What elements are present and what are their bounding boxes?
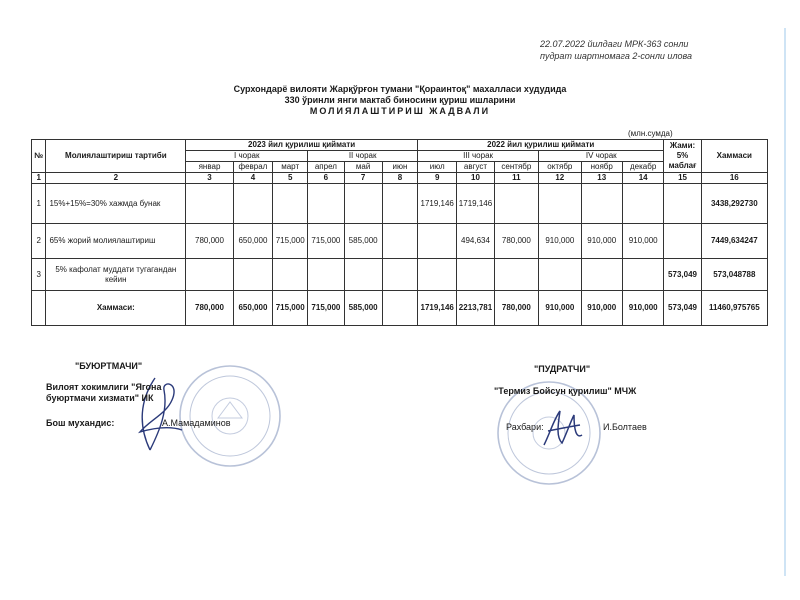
table-cell — [418, 259, 457, 291]
table-cell — [581, 184, 622, 224]
table-cell — [382, 184, 417, 224]
month-header: ноябр — [581, 162, 622, 173]
column-number: 14 — [622, 173, 663, 184]
total-row-label: Хаммаси: — [46, 291, 186, 326]
table-cell: 573,049 — [664, 259, 701, 291]
total-cell: 780,000 — [186, 291, 234, 326]
month-header: январ — [186, 162, 234, 173]
table-cell — [457, 259, 494, 291]
table-cell — [233, 184, 272, 224]
column-number: 4 — [233, 173, 272, 184]
table-cell: 910,000 — [622, 224, 663, 259]
table-cell — [344, 184, 382, 224]
table-cell: 780,000 — [494, 224, 539, 259]
row-label: 15%+15%=30% хажмда бунак — [46, 184, 186, 224]
table-cell — [382, 224, 417, 259]
column-number: 2 — [46, 173, 186, 184]
contractor-org: "Термиз Бойсун қурилиш" МЧЖ — [494, 386, 637, 396]
total-cell: 910,000 — [539, 291, 581, 326]
table-cell — [382, 259, 417, 291]
appendix-note — [540, 38, 692, 62]
total-cell: 715,000 — [273, 291, 308, 326]
appendix-note-line-2: пудрат шартномага 2-сонли илова — [540, 51, 693, 61]
col-no-header: № — [32, 140, 46, 173]
table-cell — [186, 184, 234, 224]
row-label: 5% кафолат муддати тугагандан кейин — [46, 259, 186, 291]
row-number: 1 — [32, 184, 46, 224]
customer-person: А.Мамадаминов — [162, 418, 231, 428]
contractor-signature — [538, 405, 588, 455]
customer-org-line-2: буюртмачи хизмати" ИК — [46, 393, 154, 403]
table-cell: 780,000 — [186, 224, 234, 259]
table-cell — [418, 224, 457, 259]
month-header: декабр — [622, 162, 663, 173]
customer-role: Бош мухандис: — [46, 418, 115, 428]
contractor-role: Рахбари: — [506, 422, 544, 432]
month-header: август — [457, 162, 494, 173]
table-cell — [344, 259, 382, 291]
total-cell: 1719,146 — [418, 291, 457, 326]
document-title — [0, 84, 800, 117]
table-cell — [494, 184, 539, 224]
column-number: 10 — [457, 173, 494, 184]
table-cell — [539, 259, 581, 291]
table-header-row-years — [32, 140, 768, 151]
month-header: октябр — [539, 162, 581, 173]
column-number: 11 — [494, 173, 539, 184]
column-number: 9 — [418, 173, 457, 184]
column-number: 15 — [664, 173, 701, 184]
col-total-header: Хаммаси — [701, 140, 767, 173]
total-row-number — [32, 291, 46, 326]
customer-heading: "БУЮРТМАЧИ" — [75, 361, 143, 371]
table-total-row — [32, 291, 768, 326]
table-cell — [664, 224, 701, 259]
quarter-1-header: I чорак — [186, 151, 308, 162]
row-number: 3 — [32, 259, 46, 291]
table-cell: 1719,146 — [418, 184, 457, 224]
table-cell: 585,000 — [344, 224, 382, 259]
contractor-person: И.Болтаев — [603, 422, 647, 432]
total-cell: 2213,781 — [457, 291, 494, 326]
table-cell: 1719,146 — [457, 184, 494, 224]
total-cell: 585,000 — [344, 291, 382, 326]
column-number: 13 — [581, 173, 622, 184]
row-label: 65% жорий молиялаштириш — [46, 224, 186, 259]
table-cell — [622, 259, 663, 291]
month-header: май — [344, 162, 382, 173]
quarter-4-header: IV чорак — [539, 151, 664, 162]
month-header: сентябр — [494, 162, 539, 173]
row-total-cell: 3438,292730 — [701, 184, 767, 224]
table-cell — [233, 259, 272, 291]
year-2023-header: 2023 йил қурилиш қиймати — [186, 140, 418, 151]
grand-total-cell: 11460,975765 — [701, 291, 767, 326]
table-cell: 910,000 — [539, 224, 581, 259]
fee-header-line-2: 5% — [676, 151, 689, 160]
month-header: март — [273, 162, 308, 173]
quarter-3-header: III чорак — [418, 151, 539, 162]
row-number: 2 — [32, 224, 46, 259]
column-number: 7 — [344, 173, 382, 184]
column-number: 8 — [382, 173, 417, 184]
column-number: 3 — [186, 173, 234, 184]
row-total-cell: 7449,634247 — [701, 224, 767, 259]
column-number: 6 — [308, 173, 344, 184]
title-line-3: МОЛИЯЛАШТИРИШ ЖАДВАЛИ — [309, 106, 491, 116]
table-cell — [622, 184, 663, 224]
table-cell: 715,000 — [308, 224, 344, 259]
table-cell — [308, 184, 344, 224]
table-cell — [308, 259, 344, 291]
table-cell: 715,000 — [273, 224, 308, 259]
year-2022-header: 2022 йил қурилиш қиймати — [418, 140, 664, 151]
fee-header-line-1: Жами: — [669, 141, 696, 150]
table-cell: 910,000 — [581, 224, 622, 259]
column-number: 1 — [32, 173, 46, 184]
column-number-row — [32, 173, 768, 184]
col-fee-header — [664, 140, 701, 173]
table-cell — [494, 259, 539, 291]
table-row — [32, 259, 768, 291]
customer-org-line-1: Вилоят хокимлиги "Ягона — [46, 382, 162, 392]
financing-table — [31, 139, 768, 326]
total-cell: 910,000 — [581, 291, 622, 326]
total-cell: 715,000 — [308, 291, 344, 326]
title-line-1: Сурхондарё вилояти Жарқўрғон тумани "Қораинтоқ" махалласи худудида — [233, 84, 567, 94]
col-order-header: Молиялаштириш тартиби — [46, 140, 186, 173]
table-cell: 494,634 — [457, 224, 494, 259]
table-row — [32, 184, 768, 224]
column-number: 12 — [539, 173, 581, 184]
table-cell — [539, 184, 581, 224]
column-number: 16 — [701, 173, 767, 184]
table-cell: 650,000 — [233, 224, 272, 259]
total-cell: 573,049 — [664, 291, 701, 326]
table-cell — [664, 184, 701, 224]
total-cell — [382, 291, 417, 326]
row-total-cell: 573,048788 — [701, 259, 767, 291]
table-row — [32, 224, 768, 259]
table-cell — [581, 259, 622, 291]
month-header: июн — [382, 162, 417, 173]
month-header: апрел — [308, 162, 344, 173]
appendix-note-line-1: 22.07.2022 йилдаги МРК-363 сонли — [540, 39, 689, 49]
total-cell: 650,000 — [233, 291, 272, 326]
title-line-2: 330 ўринли янги мактаб биносини қуриш ишларини — [284, 95, 516, 105]
column-number: 5 — [273, 173, 308, 184]
quarter-2-header: II чорак — [308, 151, 418, 162]
total-cell: 780,000 — [494, 291, 539, 326]
table-cell — [273, 259, 308, 291]
total-cell: 910,000 — [622, 291, 663, 326]
month-header: июл — [418, 162, 457, 173]
table-cell — [186, 259, 234, 291]
table-cell — [273, 184, 308, 224]
contractor-heading: "ПУДРАТЧИ" — [534, 364, 591, 374]
month-header: феврал — [233, 162, 272, 173]
fee-header-line-3: маблағ — [668, 161, 697, 170]
unit-label: (млн.сумда) — [628, 129, 673, 138]
